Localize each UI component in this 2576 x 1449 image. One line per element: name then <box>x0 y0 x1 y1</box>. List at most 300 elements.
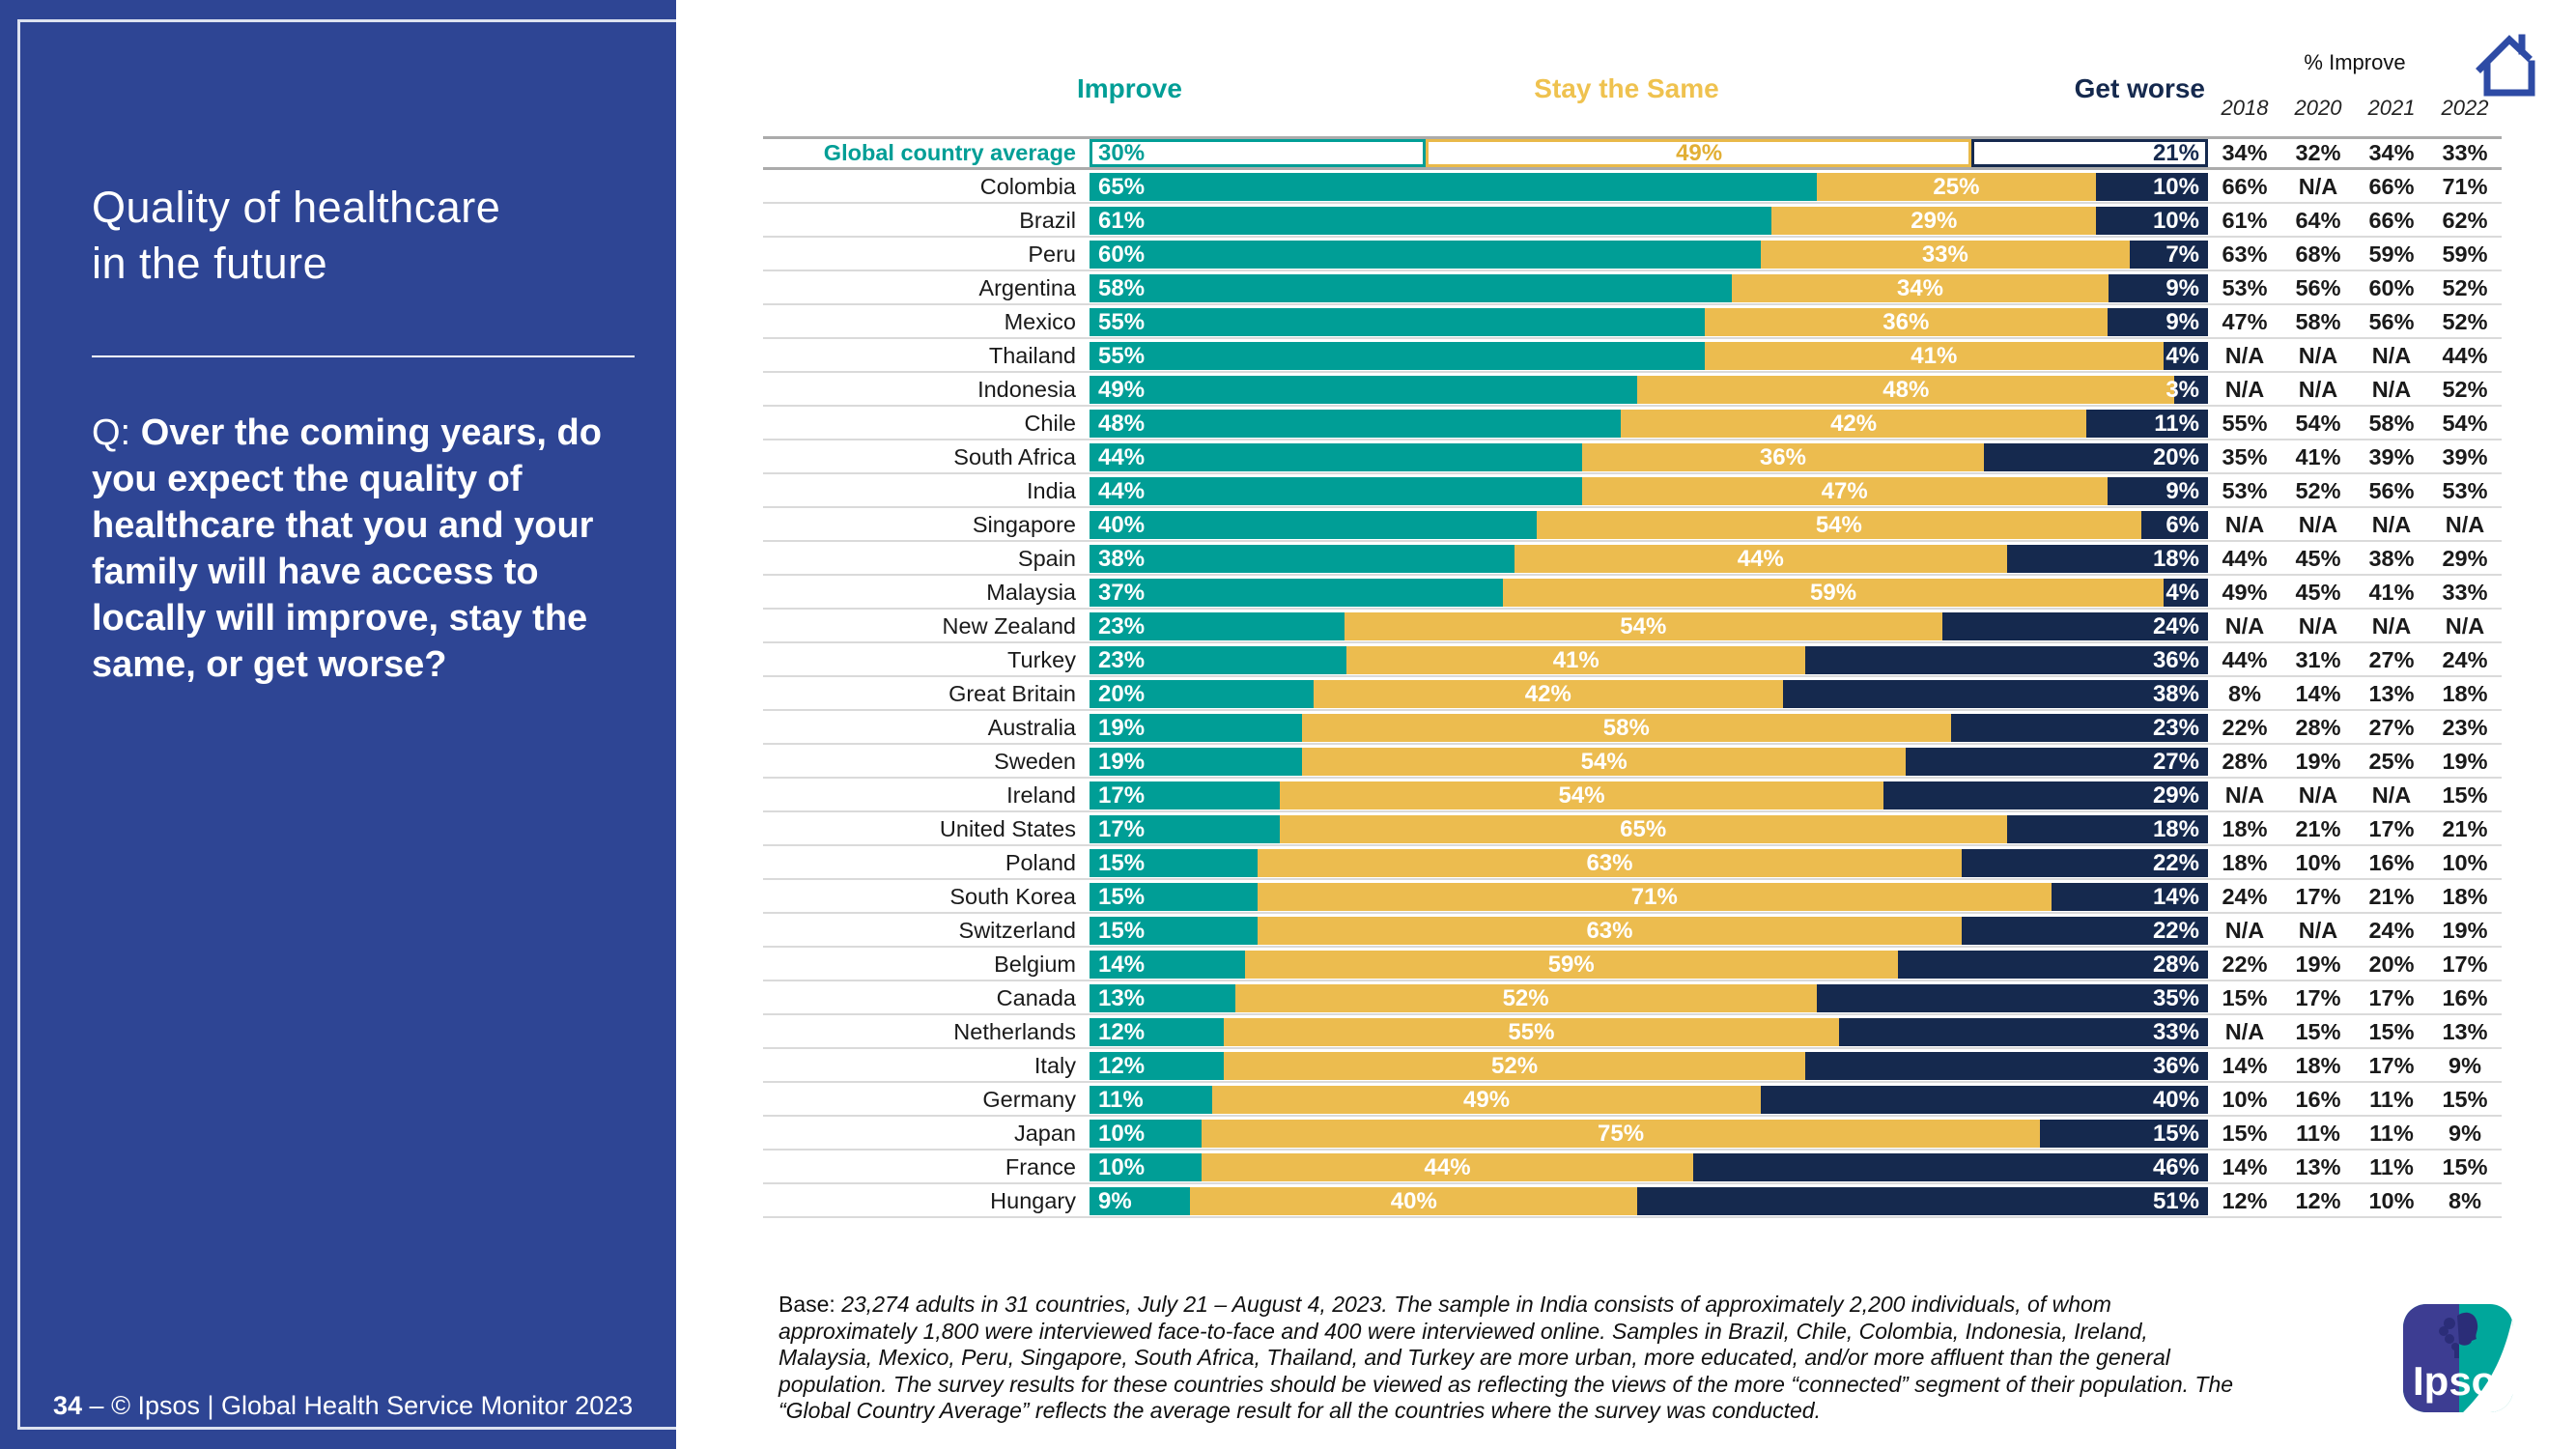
history-value: 17% <box>2295 985 2341 1010</box>
history-value: 28% <box>2295 715 2341 740</box>
stacked-bar <box>1090 748 2208 776</box>
year-2021: 2021 <box>2367 96 2416 120</box>
history-value: N/A <box>2224 1019 2265 1044</box>
history-value: N/A <box>2224 613 2265 639</box>
base-note-text: 23,274 adults in 31 countries, July 21 – August 4, 2023. The sample in India consists of approximately 2,200 individuals, of whom approximately 1,800 were interviewed face-to-face and 400 were interviewed online. Samples in Brazil, Chile, Colombia, Indonesia, Ireland, Malaysia, Mexico, Peru, Singapore, South Africa, Thailand, and Turkey are more urban, more educated, and/or more affluent than the general population. The survey results for these countries should be viewed as reflecting the views of the more “connected” segment of their population. The “Global Country Average” reflects the average result for all the countries where the survey was conducted. <box>778 1292 2234 1423</box>
ipsos-logo <box>2401 1302 2519 1416</box>
get-worse-value: 18% <box>2152 816 2199 842</box>
improve-value: 55% <box>1098 309 1146 335</box>
history-value: N/A <box>2224 343 2265 368</box>
legend-get-worse: Get worse <box>2074 73 2205 103</box>
country-row <box>763 508 2502 542</box>
history-value: N/A <box>2371 377 2412 402</box>
country-row <box>763 339 2502 373</box>
get-worse-value: 27% <box>2152 749 2199 775</box>
question-prefix: Q: <box>92 412 141 453</box>
segment-improve <box>1090 173 1817 201</box>
global-average-row <box>763 136 2502 170</box>
segment-worse <box>1783 680 2208 708</box>
history-values <box>2208 242 2502 268</box>
history-value: 17% <box>2442 952 2488 977</box>
history-values <box>2208 647 2502 673</box>
stay-same-value: 25% <box>1933 174 1980 200</box>
chart-rows <box>763 136 2502 1218</box>
stacked-bar <box>1090 917 2208 945</box>
segment-improve <box>1090 579 1503 607</box>
improve-value: 12% <box>1098 1053 1146 1079</box>
base-note-prefix: Base: <box>778 1292 842 1317</box>
history-value: 11% <box>2369 1087 2414 1112</box>
segment-improve <box>1090 241 1761 269</box>
country-label: New Zealand <box>942 613 1076 639</box>
history-value: 25% <box>2368 749 2415 774</box>
get-worse-value: 9% <box>2166 275 2199 301</box>
history-value: 27% <box>2368 715 2415 740</box>
history-value: 39% <box>2368 444 2415 469</box>
history-value: 8% <box>2449 1188 2481 1213</box>
history-value: 54% <box>2295 411 2341 436</box>
stay-same-value: 44% <box>1424 1154 1471 1180</box>
improve-value: 38% <box>1098 546 1146 572</box>
history-value: 41% <box>2368 580 2415 605</box>
get-worse-value: 21% <box>2152 140 2199 166</box>
history-values <box>2208 377 2502 403</box>
history-value: 15% <box>2442 1087 2488 1112</box>
history-values <box>2208 782 2502 809</box>
stay-same-value: 59% <box>1810 580 1857 606</box>
history-values <box>2208 275 2502 301</box>
country-label: South Africa <box>953 444 1076 469</box>
history-value: N/A <box>2298 782 2338 808</box>
history-value: 13% <box>2442 1019 2488 1044</box>
history-value: 53% <box>2222 478 2268 503</box>
country-label: Spain <box>1017 546 1076 571</box>
country-row <box>763 643 2502 677</box>
improve-value: 15% <box>1098 918 1146 944</box>
history-values <box>2208 1053 2502 1079</box>
country-row <box>763 1083 2502 1117</box>
improve-value: 37% <box>1098 580 1146 606</box>
history-value: 21% <box>2442 816 2488 841</box>
country-row <box>763 1049 2502 1083</box>
stacked-bar <box>1090 477 2208 505</box>
stay-same-value: 42% <box>1524 681 1571 707</box>
get-worse-value: 9% <box>2166 478 2199 504</box>
stay-same-value: 54% <box>1558 782 1605 809</box>
history-value: 28% <box>2222 749 2268 774</box>
stacked-bar <box>1090 815 2208 843</box>
history-value: 14% <box>2295 681 2341 706</box>
history-values <box>2208 1121 2502 1147</box>
improve-value: 14% <box>1098 952 1146 978</box>
history-value: 17% <box>2368 1053 2415 1078</box>
history-value: 44% <box>2222 647 2268 672</box>
improve-value: 60% <box>1098 242 1146 268</box>
country-row <box>763 745 2502 779</box>
history-values <box>2208 411 2502 437</box>
segment-improve <box>1090 376 1637 404</box>
history-value: 19% <box>2295 952 2341 977</box>
history-value: 56% <box>2368 309 2415 334</box>
slide-footer <box>53 1391 633 1421</box>
improve-value: 58% <box>1098 275 1146 301</box>
country-row <box>763 170 2502 204</box>
improve-value: 12% <box>1098 1019 1146 1045</box>
history-value: 55% <box>2222 411 2268 436</box>
history-value: N/A <box>2298 512 2338 537</box>
history-value: 19% <box>2442 749 2488 774</box>
stay-same-value: 47% <box>1821 478 1868 504</box>
history-value: 12% <box>2222 1188 2268 1213</box>
history-values <box>2208 1188 2502 1214</box>
history-value: N/A <box>2298 613 2338 639</box>
stacked-bar <box>1090 1187 2208 1215</box>
stay-same-value: 54% <box>1580 749 1628 775</box>
improve-value: 40% <box>1098 512 1146 538</box>
country-row <box>763 238 2502 271</box>
history-value: 16% <box>2368 850 2415 875</box>
get-worse-value: 51% <box>2152 1188 2199 1214</box>
improve-value: 23% <box>1098 647 1146 673</box>
stacked-bar <box>1090 376 2208 404</box>
stay-same-value: 58% <box>1602 715 1650 741</box>
history-value: 59% <box>2368 242 2415 267</box>
country-label: Chile <box>1024 411 1076 436</box>
improve-value: 11% <box>1098 1087 1144 1113</box>
stay-same-value: 41% <box>1911 343 1958 369</box>
history-value: N/A <box>2298 377 2338 402</box>
get-worse-value: 4% <box>2166 343 2199 369</box>
improve-value: 19% <box>1098 715 1146 741</box>
history-value: 34% <box>2368 140 2415 165</box>
history-value: 33% <box>2442 580 2488 605</box>
home-icon[interactable] <box>2469 27 2550 104</box>
stay-same-value: 49% <box>1676 140 1723 166</box>
segment-improve <box>1090 410 1621 438</box>
sidebar <box>0 0 676 1449</box>
stacked-bar <box>1090 680 2208 708</box>
history-value: 11% <box>2369 1154 2414 1179</box>
country-label: Colombia <box>979 174 1076 199</box>
country-label: Belgium <box>994 952 1076 977</box>
stacked-bar <box>1090 579 2208 607</box>
history-value: 23% <box>2442 715 2488 740</box>
country-row <box>763 373 2502 407</box>
country-row <box>763 948 2502 981</box>
country-label: France <box>1005 1154 1076 1179</box>
history-value: 63% <box>2222 242 2268 267</box>
get-worse-value: 22% <box>2152 918 2199 944</box>
history-value: N/A <box>2224 377 2265 402</box>
get-worse-value: 29% <box>2152 782 2199 809</box>
get-worse-value: 20% <box>2152 444 2199 470</box>
stay-same-value: 63% <box>1586 918 1633 944</box>
history-value: 49% <box>2222 580 2268 605</box>
history-values <box>2208 444 2502 470</box>
country-label: Thailand <box>988 343 1076 368</box>
country-row <box>763 812 2502 846</box>
country-label: Indonesia <box>977 377 1076 402</box>
history-value: 35% <box>2222 444 2268 469</box>
history-value: 13% <box>2295 1154 2341 1179</box>
stay-same-value: 48% <box>1882 377 1930 403</box>
stacked-bar <box>1090 443 2208 471</box>
year-2020: 2020 <box>2294 96 2342 120</box>
country-row <box>763 440 2502 474</box>
stay-same-value: 52% <box>1491 1053 1539 1079</box>
history-value: N/A <box>2224 512 2265 537</box>
stay-same-value: 36% <box>1759 444 1806 470</box>
history-value: 44% <box>2442 343 2488 368</box>
history-values <box>2208 478 2502 504</box>
stacked-bar <box>1090 410 2208 438</box>
history-value: N/A <box>2371 512 2412 537</box>
history-values <box>2208 1019 2502 1045</box>
history-value: 53% <box>2442 478 2488 503</box>
history-value: 20% <box>2368 952 2415 977</box>
stay-same-value: 49% <box>1463 1087 1511 1113</box>
stacked-bar <box>1090 1086 2208 1114</box>
stay-same-value: 75% <box>1598 1121 1645 1147</box>
history-value: 62% <box>2442 208 2488 233</box>
history-value: 11% <box>2369 1121 2414 1146</box>
country-row <box>763 204 2502 238</box>
get-worse-value: 6% <box>2166 512 2199 538</box>
segment-improve <box>1090 477 1582 505</box>
country-row <box>763 880 2502 914</box>
year-2022: 2022 <box>2441 96 2489 120</box>
history-value: 66% <box>2222 174 2268 199</box>
history-value: 10% <box>2368 1188 2415 1213</box>
segment-worse <box>1761 1086 2208 1114</box>
country-label: United States <box>939 816 1076 841</box>
history-value: 15% <box>2295 1019 2341 1044</box>
history-value: 61% <box>2222 208 2268 233</box>
country-row <box>763 1184 2502 1218</box>
history-value: N/A <box>2298 343 2338 368</box>
improve-value: 61% <box>1098 208 1146 234</box>
country-label: Global country average <box>823 140 1076 165</box>
history-values <box>2208 174 2502 200</box>
history-value: 58% <box>2295 309 2341 334</box>
country-label: Japan <box>1013 1121 1076 1146</box>
history-values <box>2208 512 2502 538</box>
title-divider <box>92 355 635 357</box>
history-values <box>2208 850 2502 876</box>
history-value: 19% <box>2295 749 2341 774</box>
history-values <box>2208 1154 2502 1180</box>
history-value: 17% <box>2368 985 2415 1010</box>
history-values <box>2208 208 2502 234</box>
history-values <box>2208 884 2502 910</box>
country-label: Singapore <box>972 512 1076 537</box>
country-row <box>763 1015 2502 1049</box>
get-worse-value: 3% <box>2166 377 2199 403</box>
stacked-bar <box>1090 545 2208 573</box>
get-worse-value: 28% <box>2152 952 2199 978</box>
history-value: 52% <box>2442 377 2488 402</box>
history-value: 52% <box>2295 478 2341 503</box>
segment-improve <box>1090 308 1705 336</box>
segment-improve <box>1090 342 1705 370</box>
improve-value: 15% <box>1098 884 1146 910</box>
history-value: 19% <box>2442 918 2488 943</box>
improve-value: 15% <box>1098 850 1146 876</box>
history-value: 52% <box>2442 309 2488 334</box>
stacked-bar <box>1090 1052 2208 1080</box>
history-value: 18% <box>2222 816 2268 841</box>
country-row <box>763 271 2502 305</box>
country-label: Germany <box>982 1087 1076 1112</box>
country-label: Great Britain <box>948 681 1076 706</box>
country-row <box>763 677 2502 711</box>
history-value: 17% <box>2368 816 2415 841</box>
country-row <box>763 610 2502 643</box>
history-values <box>2208 1087 2502 1113</box>
history-value: 39% <box>2442 444 2488 469</box>
improve-value: 17% <box>1098 816 1146 842</box>
stacked-bar <box>1090 1018 2208 1046</box>
country-row <box>763 1117 2502 1151</box>
stacked-bar <box>1090 612 2208 640</box>
stacked-bar <box>1090 883 2208 911</box>
history-values <box>2208 715 2502 741</box>
history-value: 15% <box>2442 1154 2488 1179</box>
get-worse-value: 11% <box>2154 411 2199 437</box>
stay-same-value: 59% <box>1547 952 1595 978</box>
country-row <box>763 1151 2502 1184</box>
history-value: 29% <box>2442 546 2488 571</box>
history-value: 14% <box>2222 1154 2268 1179</box>
history-value: 10% <box>2295 850 2341 875</box>
history-column-header: % Improve <box>2304 50 2406 74</box>
stacked-bar <box>1090 849 2208 877</box>
stay-same-value: 52% <box>1502 985 1549 1011</box>
history-value: 44% <box>2222 546 2268 571</box>
history-value: N/A <box>2298 918 2338 943</box>
history-value: 18% <box>2442 681 2488 706</box>
segment-worse <box>1817 984 2208 1012</box>
history-values <box>2208 816 2502 842</box>
history-value: 10% <box>2442 850 2488 875</box>
stay-same-value: 55% <box>1508 1019 1555 1045</box>
page-title-line2: in the future <box>92 239 328 288</box>
history-value: 60% <box>2368 275 2415 300</box>
history-value: 66% <box>2368 208 2415 233</box>
improve-value: 23% <box>1098 613 1146 639</box>
stay-same-value: 29% <box>1911 208 1958 234</box>
history-values <box>2208 613 2502 639</box>
history-value: 13% <box>2368 681 2415 706</box>
page-title <box>92 180 500 292</box>
segment-improve <box>1090 545 1514 573</box>
history-value: 17% <box>2295 884 2341 909</box>
history-value: 52% <box>2442 275 2488 300</box>
history-value: 33% <box>2442 140 2488 165</box>
stacked-bar <box>1090 241 2208 269</box>
footer-text: – © Ipsos | Global Health Service Monitor 2023 <box>82 1391 634 1420</box>
history-value: 18% <box>2222 850 2268 875</box>
history-values <box>2208 343 2502 369</box>
history-value: 9% <box>2449 1053 2481 1078</box>
improve-value: 44% <box>1098 478 1146 504</box>
stacked-bar <box>1090 714 2208 742</box>
country-label: India <box>1027 478 1076 503</box>
get-worse-value: 14% <box>2152 884 2199 910</box>
stay-same-value: 44% <box>1737 546 1784 572</box>
improve-value: 44% <box>1098 444 1146 470</box>
stacked-bar <box>1090 1120 2208 1148</box>
stay-same-value: 40% <box>1390 1188 1437 1214</box>
country-label: Australia <box>987 715 1076 740</box>
history-value: 24% <box>2368 918 2415 943</box>
history-value: 9% <box>2449 1121 2481 1146</box>
history-values <box>2208 309 2502 335</box>
history-value: 18% <box>2295 1053 2341 1078</box>
history-value: 64% <box>2295 208 2341 233</box>
history-value: 14% <box>2222 1053 2268 1078</box>
country-label: Mexico <box>1004 309 1076 334</box>
history-value: N/A <box>2445 613 2485 639</box>
stay-same-value: 42% <box>1830 411 1878 437</box>
country-label: Brazil <box>1019 208 1076 233</box>
country-row <box>763 779 2502 812</box>
history-value: 47% <box>2222 309 2268 334</box>
history-value: 22% <box>2222 952 2268 977</box>
stay-same-value: 41% <box>1552 647 1599 673</box>
history-value: 32% <box>2295 140 2341 165</box>
history-value: N/A <box>2371 343 2412 368</box>
country-row <box>763 474 2502 508</box>
history-value: 16% <box>2442 985 2488 1010</box>
ipsos-logo-text: Ipsos <box>2413 1358 2519 1404</box>
improve-value: 10% <box>1098 1121 1146 1147</box>
get-worse-value: 33% <box>2152 1019 2199 1045</box>
stacked-bar <box>1090 173 2208 201</box>
history-values <box>2208 918 2502 944</box>
improve-value: 19% <box>1098 749 1146 775</box>
segment-worse <box>1693 1153 2208 1181</box>
improve-value: 10% <box>1098 1154 1146 1180</box>
page-title-line1: Quality of healthcare <box>92 183 501 232</box>
stacked-bar <box>1090 342 2208 370</box>
get-worse-value: 36% <box>2152 1053 2199 1079</box>
history-value: 15% <box>2442 782 2488 808</box>
country-label: Hungary <box>990 1188 1076 1213</box>
history-values <box>2208 546 2502 572</box>
stacked-bar <box>1090 308 2208 336</box>
country-row <box>763 981 2502 1015</box>
history-years-row <box>2208 96 2502 121</box>
history-values <box>2208 985 2502 1011</box>
improve-value: 30% <box>1098 140 1146 166</box>
history-value: 16% <box>2295 1087 2341 1112</box>
stay-same-value: 54% <box>1815 512 1862 538</box>
history-values <box>2208 681 2502 707</box>
history-value: 56% <box>2368 478 2415 503</box>
country-label: Italy <box>1033 1053 1076 1078</box>
country-label: Sweden <box>994 749 1076 774</box>
page-number: 34 <box>53 1391 83 1420</box>
country-label: Poland <box>1005 850 1076 875</box>
improve-value: 9% <box>1098 1188 1132 1214</box>
stacked-bar <box>1090 984 2208 1012</box>
history-values <box>2208 140 2502 166</box>
history-value: N/A <box>2224 782 2265 808</box>
year-2018: 2018 <box>2221 96 2269 120</box>
history-value: 71% <box>2442 174 2488 199</box>
country-row <box>763 542 2502 576</box>
